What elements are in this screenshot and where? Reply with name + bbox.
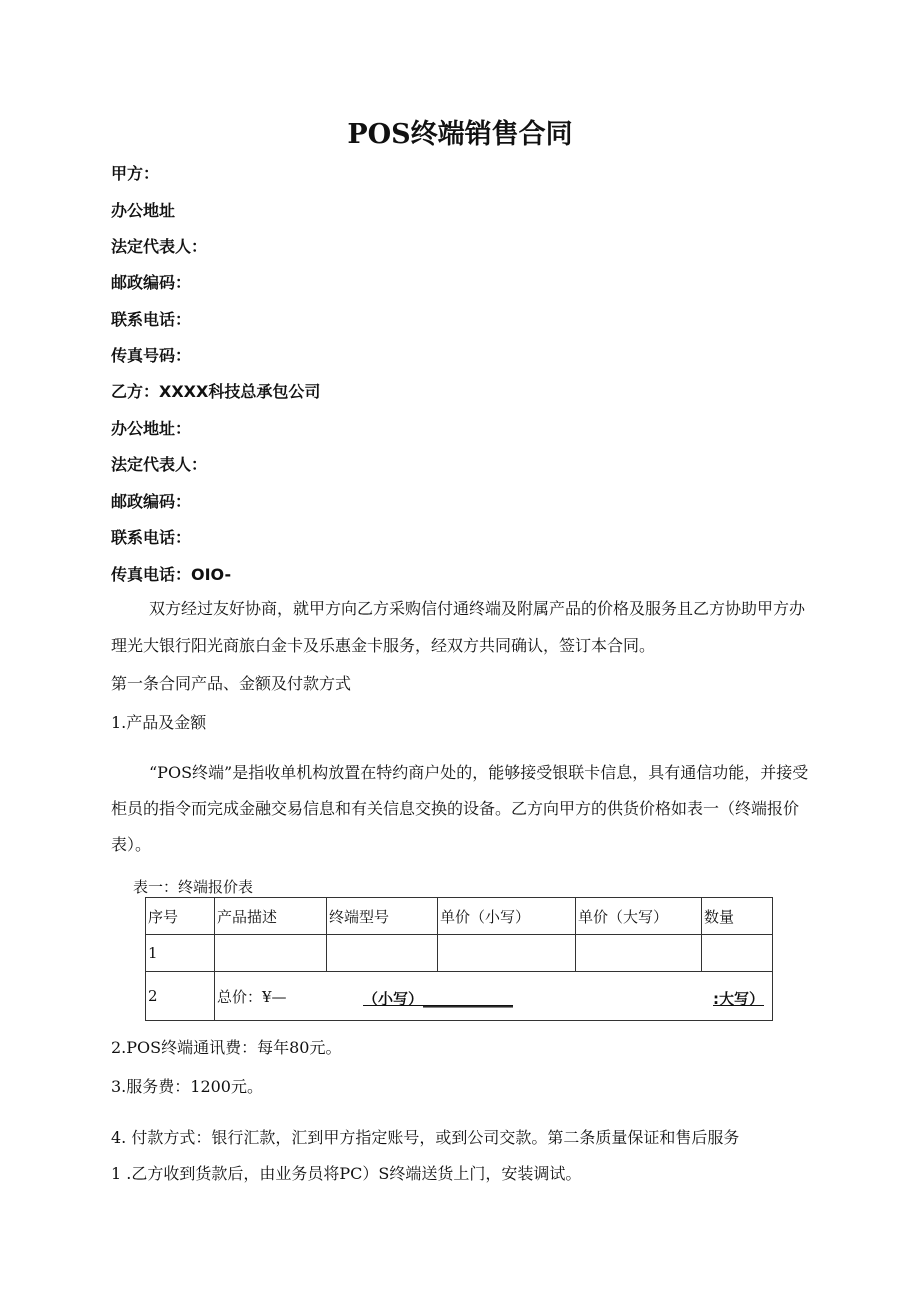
party-a-phone: 联系电话： [111,310,192,329]
party-b-rep: 法定代表人： [111,455,208,474]
service-item1: 1 .乙方收到货款后，由业务员将PC）S终端送货上门，安装调试。 [111,1164,582,1183]
col-header-no: 序号 [146,898,215,935]
party-b-address: 办公地址： [111,419,192,438]
party-b-text: 乙方：XXXX科技总承包公司 [111,382,321,401]
row2-total [215,972,773,1021]
total-label: 总价：¥— [217,987,287,1006]
col-header-model: 终端型号 [327,898,438,935]
party-a-address: 办公地址 [111,201,176,220]
party-b-label [111,379,320,402]
party-a-postcode: 邮政编码： [111,273,192,292]
col-header-qty: 数量 [702,898,773,935]
row1-model [327,935,438,972]
item4-payment: 4. 付款方式：银行汇款，汇到甲方指定账号，或到公司交款。第二条质量保证和售后服务 [111,1128,740,1147]
table-row-total [146,972,773,1021]
article1-heading: 第一条合同产品、金额及付款方式 [111,674,352,693]
table-caption: 表一：终端报价表 [133,878,254,896]
item1-heading: 1.产品及金额 [111,713,207,732]
party-b-phone: 联系电话： [111,528,192,547]
item3-service-fee: 3.服务费：1200元。 [111,1077,263,1096]
row2-no: 2 [146,972,215,1021]
party-b-postcode: 邮政编码： [111,492,192,511]
row1-desc [215,935,327,972]
row1-price-small [438,935,576,972]
col-header-price-small: 单价（小写） [438,898,576,935]
col-header-price-big: 单价（大写） [576,898,702,935]
party-a-fax: 传真号码： [111,346,192,365]
table-row [146,935,773,972]
price-table [145,897,773,1021]
item2-comm-fee: 2.POS终端通讯费：每年80元。 [111,1038,342,1057]
pos-definition: “POS终端”是指收单机构放置在特约商户处的，能够接受银联卡信息，具有通信功能，并接受柜员的指令而完成金融交易信息和有关信息交换的设备。乙方向甲方的供货价格如表一（终端报价表）。 [111,763,809,854]
page-title: POS终端销售合同 [347,119,573,150]
party-a-label: 甲方： [111,164,160,183]
party-b-fax: 传真电话：OIO- [111,565,232,584]
intro-paragraph: 双方经过友好协商，就甲方向乙方采购信付通终端及附属产品的价格及服务且乙方协助甲方办理光大银行阳光商旅白金卡及乐惠金卡服务，经双方共同确认，签订本合同。 [111,599,806,655]
table-header-row [146,898,773,935]
row1-price-big [576,935,702,972]
col-header-desc: 产品描述 [215,898,327,935]
party-a-rep: 法定代表人： [111,237,208,256]
total-small: （小写）____________ [363,990,514,1008]
row1-qty [702,935,773,972]
row1-no: 1 [146,935,215,972]
total-big: :大写） [713,990,764,1008]
